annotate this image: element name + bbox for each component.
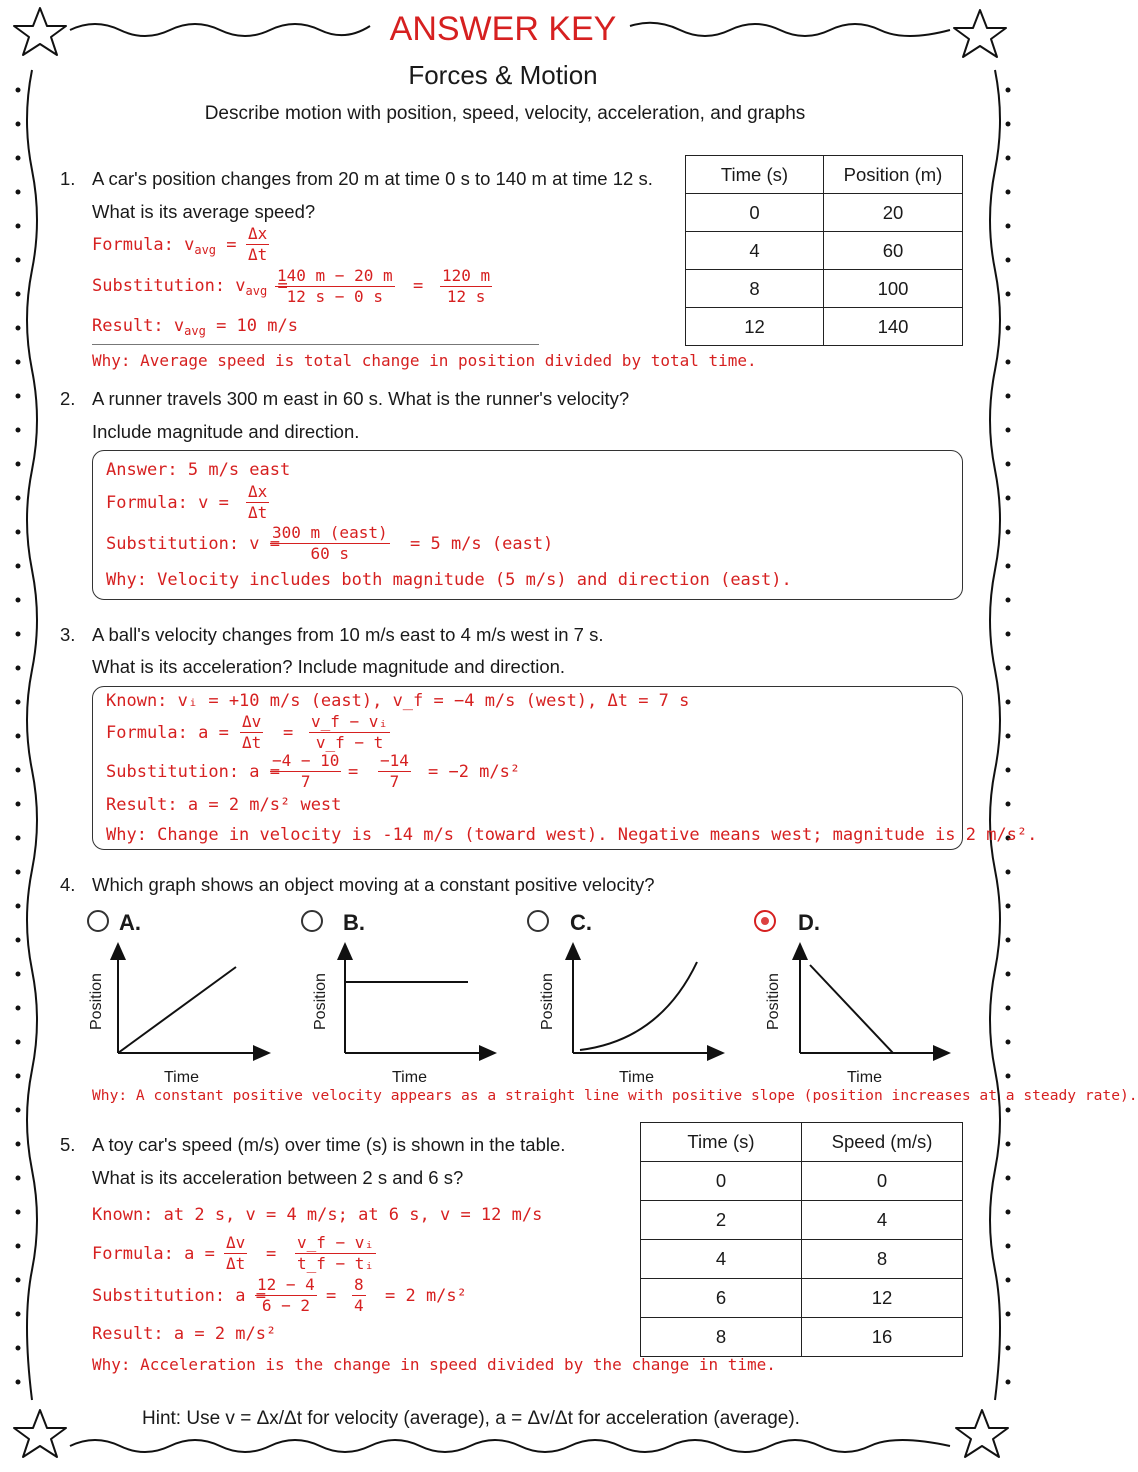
table-cell: 4 <box>686 232 824 270</box>
page-description: Describe motion with position, speed, velocity, acceleration, and graphs <box>204 103 806 124</box>
border-dot <box>1006 1074 1011 1079</box>
table-cell: 0 <box>802 1162 963 1201</box>
option-a-radio[interactable] <box>87 910 109 932</box>
table-cell: 8 <box>686 270 824 308</box>
border-dot <box>16 1142 21 1147</box>
substitution-result: = 5 m/s (east) <box>410 534 554 554</box>
border-dot <box>1006 394 1011 399</box>
formula-label: Formula: v = <box>106 493 229 513</box>
result-text: Result: a = 2 m/s² west <box>106 795 342 815</box>
star-icon <box>956 1410 1008 1457</box>
fraction: $\frac{\Delta x}{\Delta t}$ <box>248 224 268 264</box>
border-dot <box>16 258 21 263</box>
border-dot <box>16 1244 21 1249</box>
table-cell: 20 <box>824 194 963 232</box>
question-number: 1. <box>60 168 76 189</box>
fraction: $\frac{\Delta x}{\Delta t}$ <box>248 482 268 522</box>
border-dot <box>16 904 21 909</box>
known-values: Known: vᵢ = +10 m/s (east), v_f = −4 m/s (west), Δt = 7 s <box>106 691 690 711</box>
graph-d-y-label: Position <box>765 973 782 1030</box>
equals-sign: = <box>266 1244 277 1264</box>
border-dot <box>1006 1380 1011 1385</box>
table-header: Time (s) <box>686 156 824 194</box>
border-dot <box>16 190 21 195</box>
border-dot <box>1006 428 1011 433</box>
option-c-radio[interactable] <box>527 910 549 932</box>
border-dot <box>16 802 21 807</box>
border-dot <box>16 496 21 501</box>
fraction: $\frac{140 m - 20 m}{12 s - 0 s}$ <box>277 266 393 306</box>
table-cell: 0 <box>686 194 824 232</box>
table-cell: 12 <box>686 308 824 346</box>
substitution-label: Substitution: $v_{avg}$ = <box>92 276 288 298</box>
table-cell: 0 <box>641 1162 802 1201</box>
border-dot <box>16 1278 21 1283</box>
graph-b-y-label: Position <box>312 973 329 1030</box>
border-dot <box>16 462 21 467</box>
question-number: 5. <box>60 1134 76 1155</box>
border-dot <box>16 326 21 331</box>
border-dot <box>16 632 21 637</box>
border-dot <box>16 1176 21 1181</box>
graph-c-x-label: Time <box>619 1069 654 1086</box>
table-header: Speed (m/s) <box>802 1123 963 1162</box>
table-cell: 2 <box>641 1201 802 1240</box>
question-number: 4. <box>60 874 76 895</box>
option-d-label: D. <box>798 910 820 935</box>
fraction: $\frac{\text{v\_f − vᵢ}}{v\_f - t}$ <box>311 712 389 752</box>
border-dot <box>16 1346 21 1351</box>
formula-label: Formula: a = <box>92 1244 215 1264</box>
substitution-label: Substitution: a = <box>106 762 280 782</box>
explanation: Why: A constant positive velocity appears as a straight line with positive slope (position increases at a steady rate). <box>92 1087 1138 1104</box>
fraction: $\frac{\Delta v}{\Delta t}$ <box>242 712 262 752</box>
border-dot <box>16 1210 21 1215</box>
table-cell: 100 <box>824 270 963 308</box>
graph-a-y-label: Position <box>88 973 105 1030</box>
fraction: $\frac{-14}{7}$ <box>380 751 409 791</box>
explanation: Why: Average speed is total change in position divided by total time. <box>92 351 757 370</box>
border-dot <box>1006 1210 1011 1215</box>
graph-b <box>345 950 489 1053</box>
question-text: A car's position changes from 20 m at time 0 s to 140 m at time 12 s. <box>92 168 653 189</box>
border-dot <box>16 292 21 297</box>
table-cell: 140 <box>824 308 963 346</box>
border-dot <box>16 428 21 433</box>
answer-text: Answer: 5 m/s east <box>106 460 291 480</box>
fraction: $\frac{8}{4}$ <box>354 1275 364 1315</box>
border-dot <box>1006 530 1011 535</box>
border-dot <box>1006 1176 1011 1181</box>
border-dot <box>16 870 21 875</box>
formula-label: Formula: $v_{avg}$ = <box>92 235 237 257</box>
border-dot <box>16 360 21 365</box>
position-table <box>685 155 963 346</box>
border-dot <box>1006 1312 1011 1317</box>
border-dot <box>16 598 21 603</box>
border-dot <box>1006 190 1011 195</box>
graph-d-curve <box>810 965 893 1053</box>
fraction: $\frac{\Delta v}{\Delta t}$ <box>226 1233 246 1273</box>
page-subtitle: Forces & Motion <box>408 60 598 90</box>
border-dot <box>16 1312 21 1317</box>
page-title: ANSWER KEY <box>389 10 617 48</box>
substitution-result: = 2 m/s² <box>385 1286 467 1306</box>
border-dot <box>1006 292 1011 297</box>
border-dot <box>16 1108 21 1113</box>
table-cell: 60 <box>824 232 963 270</box>
option-c-label: C. <box>570 910 592 935</box>
fraction: $\frac{\text{v\_f − vᵢ}}{\text{t\_f − tᵢ}}$ <box>297 1233 375 1273</box>
result-label: Result: $v_{avg} = 10$ m/s <box>92 316 298 338</box>
border-dot <box>16 156 21 161</box>
border-dot <box>16 564 21 569</box>
border-dot <box>16 224 21 229</box>
graph-c-curve <box>580 962 697 1050</box>
border-dot <box>1006 258 1011 263</box>
question-text: Which graph shows an object moving at a constant positive velocity? <box>92 874 655 895</box>
hint-text: Hint: Use v = Δx/Δt for velocity (average), a = Δv/Δt for acceleration (average). <box>142 1408 800 1429</box>
table-header: Position (m) <box>824 156 963 194</box>
equals-sign: = <box>413 276 424 296</box>
explanation: Why: Acceleration is the change in speed divided by the change in time. <box>92 1355 776 1374</box>
table-cell: 12 <box>802 1279 963 1318</box>
border-dot <box>16 666 21 671</box>
border-dot <box>1006 88 1011 93</box>
table-cell: 4 <box>641 1240 802 1279</box>
graphs <box>0 930 1024 1070</box>
border-dot <box>1006 360 1011 365</box>
border-dot <box>1006 734 1011 739</box>
question-text: What is its average speed? <box>92 201 316 222</box>
question-text: A ball's velocity changes from 10 m/s east to 4 m/s west in 7 s. <box>92 624 604 645</box>
graph-d-x-label: Time <box>847 1069 882 1086</box>
border-dot <box>1006 700 1011 705</box>
border-dot <box>1006 666 1011 671</box>
question-text: A runner travels 300 m east in 60 s. What is the runner's velocity? <box>92 388 630 409</box>
border-dot <box>1006 632 1011 637</box>
border-dot <box>1006 768 1011 773</box>
border-dot <box>1006 904 1011 909</box>
border-dot <box>16 1074 21 1079</box>
graph-c <box>573 950 717 1053</box>
known-values: Known: at 2 s, v = 4 m/s; at 6 s, v = 12 m/s <box>92 1205 543 1225</box>
graph-d <box>800 950 943 1053</box>
border-dot <box>16 1380 21 1385</box>
border-dot <box>16 836 21 841</box>
speed-table <box>640 1122 963 1357</box>
option-a-label: A. <box>119 910 141 935</box>
question-text: A toy car's speed (m/s) over time (s) is shown in the table. <box>92 1134 566 1155</box>
explanation: Why: Velocity includes both magnitude (5 m/s) and direction (east). <box>106 570 792 590</box>
question-text: What is its acceleration between 2 s and 6 s? <box>92 1167 464 1188</box>
border-dot <box>1006 802 1011 807</box>
graph-c-y-label: Position <box>539 973 556 1030</box>
table-header: Time (s) <box>641 1123 802 1162</box>
graph-a-x-label: Time <box>164 1069 199 1086</box>
fraction: $\frac{120 m}{12 s}$ <box>442 266 491 306</box>
table-cell: 8 <box>641 1318 802 1357</box>
border-dot <box>1006 156 1011 161</box>
question-number: 2. <box>60 388 76 409</box>
border-dot <box>1006 1346 1011 1351</box>
option-b-label: B. <box>343 910 365 935</box>
graph-a <box>118 950 263 1053</box>
substitution-label: Substitution: v = <box>106 534 280 554</box>
border-dot <box>16 530 21 535</box>
border-dot <box>1006 564 1011 569</box>
result-text: Result: a = 2 m/s² <box>92 1324 277 1344</box>
border-dot <box>16 768 21 773</box>
graph-b-x-label: Time <box>392 1069 427 1086</box>
substitution-result: = −2 m/s² <box>428 762 521 782</box>
border-dot <box>16 734 21 739</box>
formula-label: Formula: a = <box>106 723 229 743</box>
equals-sign: = <box>326 1286 337 1306</box>
substitution-label: Substitution: a = <box>92 1286 266 1306</box>
table-cell: 16 <box>802 1318 963 1357</box>
star-icon <box>14 1410 66 1457</box>
border-dot <box>1006 326 1011 331</box>
border-dot <box>16 700 21 705</box>
table-cell: 6 <box>641 1279 802 1318</box>
border-dot <box>1006 598 1011 603</box>
border-dot <box>16 394 21 399</box>
divider <box>92 344 539 345</box>
graph-a-curve <box>118 967 236 1053</box>
equals-sign: = <box>283 723 294 743</box>
option-b-radio[interactable] <box>301 910 323 932</box>
border-dot <box>1006 1108 1011 1113</box>
border-dot <box>1006 870 1011 875</box>
border-dot <box>1006 462 1011 467</box>
question-text: Include magnitude and direction. <box>92 421 360 442</box>
option-d-radio[interactable] <box>754 910 776 932</box>
border-dot <box>1006 1244 1011 1249</box>
table-cell: 4 <box>802 1201 963 1240</box>
border-dot <box>1006 1142 1011 1147</box>
question-number: 3. <box>60 624 76 645</box>
table-cell: 8 <box>802 1240 963 1279</box>
fraction: $\frac{12 - 4}{6 - 2}$ <box>257 1275 315 1315</box>
equals-sign: = <box>348 762 359 782</box>
border-dot <box>1006 224 1011 229</box>
border-dot <box>1006 496 1011 501</box>
fraction: 300 m (east) 60 s <box>272 523 388 563</box>
explanation: Why: Change in velocity is -14 m/s (toward west). Negative means west; magnitude is 2 m/s². <box>106 825 1038 845</box>
fraction: $\frac{-4 - 10}{7}$ <box>272 751 340 791</box>
border-dot <box>1006 1278 1011 1283</box>
question-text: What is its acceleration? Include magnitude and direction. <box>92 656 566 677</box>
